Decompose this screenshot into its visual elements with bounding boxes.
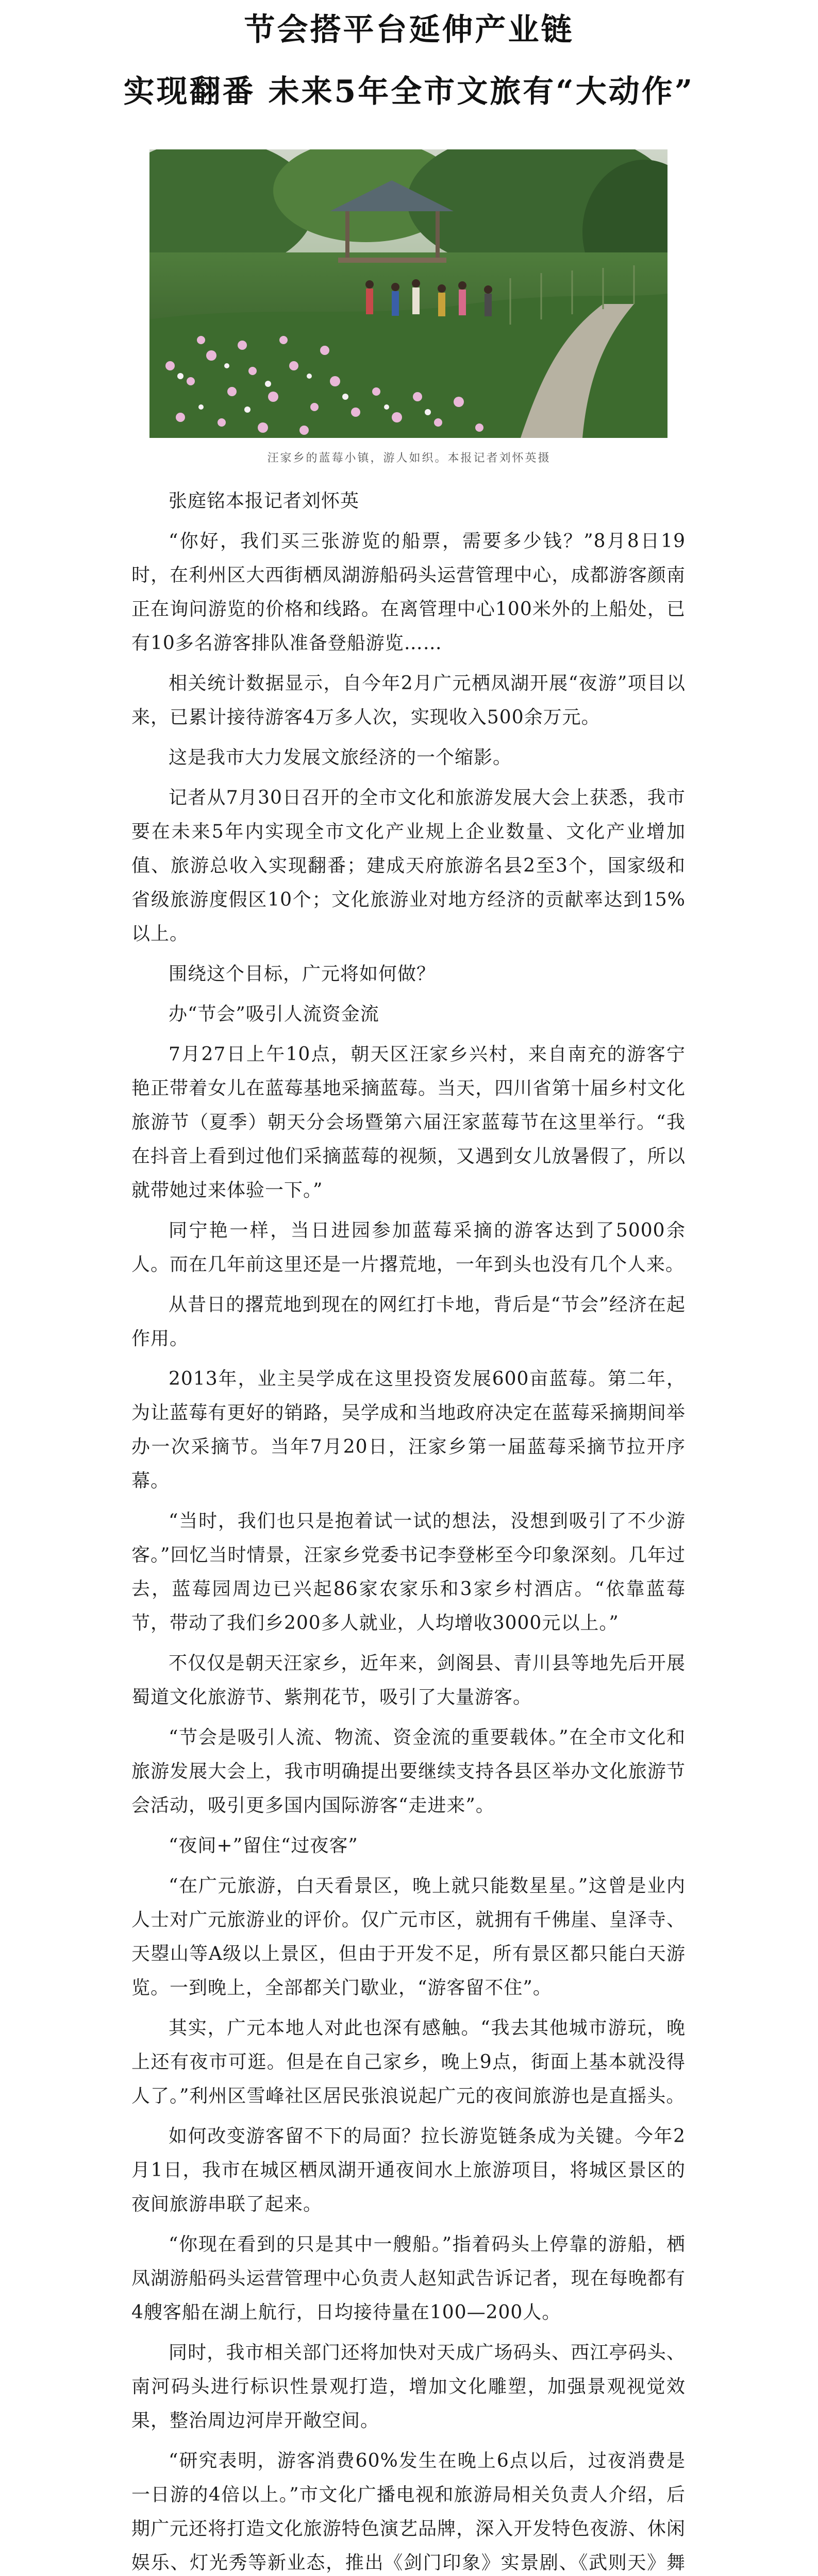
article-paragraph: 其实，广元本地人对此也深有感触。“我去其他城市游玩，晚上还有夜市可逛。但是在自己家乡，晚上9点，街面上基本就没得人了。”利州区雪峰社区居民张浪说起广元的夜间旅游也是直摇头。 (131, 2018, 686, 2107)
article-paragraph: “研究表明，游客消费60%发生在晚上6点以后，过夜消费是一日游的4倍以上。”市文化广播电视和旅游局相关负责人介绍，后期广元还将打造文化旅游特色演艺品牌，深入开发特色夜游、休闲娱乐、灯光秀等新业态，推出《剑门印象》实景剧、《武则天》舞 (131, 2450, 686, 2573)
article-paragraph: “当时，我们也只是抱着试一试的想法，没想到吸引了不少游客。”回忆当时情景，汪家乡党委书记李登彬至今印象深刻。几年过去，蓝莓园周边已兴起86家农家乐和3家乡村酒店。“依靠蓝莓节，带动了我们乡200多人就业，人均增收3000元以上。” (131, 1511, 686, 1634)
article-paragraph: 如何改变游客留不下的局面？拉长游览链条成为关键。今年2月1日，我市在城区栖凤湖开通夜间水上旅游项目，将城区景区的夜间旅游串联了起来。 (131, 2126, 686, 2215)
article-paragraph: 围绕这个目标，广元将如何做？ (169, 963, 436, 985)
article-paragraph: 办“节会”吸引人流资金流 (169, 1004, 379, 1025)
article-paragraph: 这是我市大力发展文旅经济的一个缩影。 (169, 747, 512, 768)
headline-line-2: 实现翻番 未来5年全市文旅有“大动作” (123, 74, 695, 110)
article-paragraph: “节会是吸引人流、物流、资金流的重要载体。”在全市文化和旅游发展大会上，我市明确提出要继续支持各县区举办文化旅游节会活动，吸引更多国内国际游客“走进来”。 (131, 1727, 686, 1816)
blueberry-town-photo (149, 149, 667, 438)
article-paragraph: 7月27日上午10点，朝天区汪家乡兴村，来自南充的游客宁艳正带着女儿在蓝莓基地采摘蓝莓。当天，四川省第十届乡村文化旅游节（夏季）朝天分会场暨第六届汪家蓝莓节在这里举行。“我在抖音上看到过他们采摘蓝莓的视频，又遇到女儿放暑假了，所以就带她过来体验一下。” (131, 1044, 686, 1201)
article-body (131, 484, 686, 2576)
article-paragraph: 2013年，业主吴学成在这里投资发展600亩蓝莓。第二年，为让蓝莓有更好的销路，吴学成和当地政府决定在蓝莓采摘期间举办一次采摘节。当年7月20日，汪家乡第一届蓝莓采摘节拉开序幕。 (131, 1368, 686, 1492)
article-paragraph: 同宁艳一样，当日进园参加蓝莓采摘的游客达到了5000余人。而在几年前这里还是一片撂荒地，一年到头也没有几个人来。 (131, 1220, 686, 1275)
article-paragraph: 从昔日的撂荒地到现在的网红打卡地，背后是“节会”经济在起作用。 (131, 1294, 686, 1349)
article-paragraph: 同时，我市相关部门还将加快对天成广场码头、西江亭码头、南河码头进行标识性景观打造，增加文化雕塑，加强景观视觉效果，整治周边河岸开敞空间。 (131, 2342, 686, 2431)
article-paragraph: “你好，我们买三张游览的船票，需要多少钱？”8月8日19时，在利州区大西街栖凤湖游船码头运营管理中心，成都游客颜南正在询问游览的价格和线路。在离管理中心100米外的上船处，已有10多名游客排队准备登船游览…… (131, 531, 686, 654)
byline: 张庭铭本报记者刘怀英 (169, 490, 360, 512)
article-paragraph: “在广元旅游，白天看景区，晚上就只能数星星。”这曾是业内人士对广元旅游业的评价。仅广元市区，就拥有千佛崖、皇泽寺、天曌山等A级以上景区，但由于开发不足，所有景区都只能白天游览。一到晚上，全部都关门歇业，“游客留不住”。 (131, 1875, 686, 1998)
news-photo (149, 149, 667, 438)
article-paragraph: 相关统计数据显示，自今年2月广元栖凤湖开展“夜游”项目以来，已累计接待游客4万多人次，实现收入500余万元。 (131, 673, 686, 728)
headline-line-1: 节会搭平台延伸产业链 (244, 12, 574, 48)
article-paragraph: 不仅仅是朝天汪家乡，近年来，剑阁县、青川县等地先后开展蜀道文化旅游节、紫荆花节，吸引了大量游客。 (131, 1653, 686, 1708)
article-paragraph: 记者从7月30日召开的全市文化和旅游发展大会上获悉，我市要在未来5年内实现全市文化产业规上企业数量、文化产业增加值、旅游总收入实现翻番；建成天府旅游名县2至3个，国家级和省级旅游度假区10个；文化旅游业对地方经济的贡献率达到15%以上。 (131, 787, 686, 944)
photo-caption: 汪家乡的蓝莓小镇，游人如织。本报记者刘怀英摄 (267, 452, 551, 465)
article-paragraph: “夜间+”留住“过夜客” (169, 1835, 358, 1856)
article-paragraph: “你现在看到的只是其中一艘船。”指着码头上停靠的游船，栖凤湖游船码头运营管理中心负责人赵知武告诉记者，现在每晚都有4艘客船在湖上航行，日均接待量在100—200人。 (131, 2234, 686, 2323)
